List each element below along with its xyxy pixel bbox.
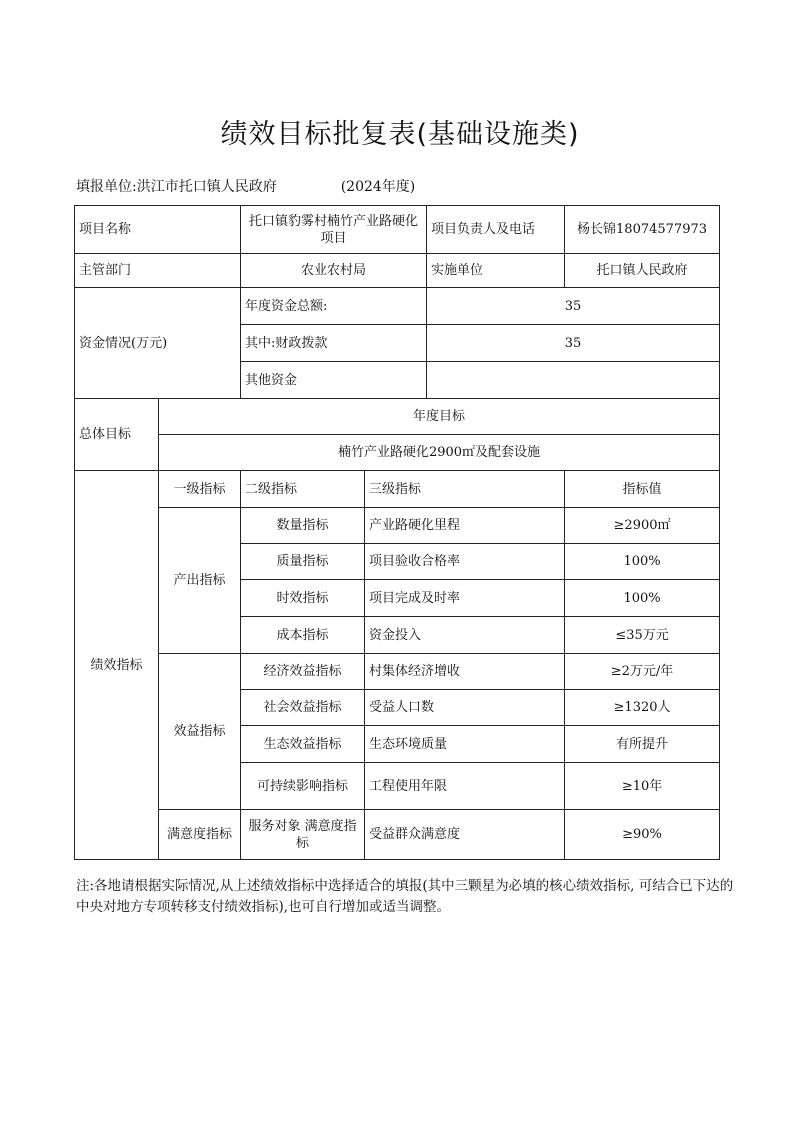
benefit-indicator-label: 效益指标 — [159, 654, 241, 810]
dept-value: 农业农村局 — [241, 254, 427, 288]
overall-goal-label: 总体目标 — [75, 399, 159, 471]
level3-cell: 资金投入 — [365, 617, 565, 654]
level2-cell: 经济效益指标 — [241, 654, 365, 690]
perf-header-level1: 一级指标 — [159, 471, 241, 508]
satisfaction-indicator-label: 满意度指标 — [159, 810, 241, 860]
indicator-value: ≥90% — [565, 810, 720, 860]
level3-cell: 受益人口数 — [365, 690, 565, 726]
funds-fiscal-label: 其中:财政拨款 — [241, 325, 427, 362]
project-leader-label: 项目负责人及电话 — [427, 206, 565, 254]
level2-cell: 服务对象 满意度指标 — [241, 810, 365, 860]
annual-goal-value: 楠竹产业路硬化2900㎡及配套设施 — [159, 435, 720, 471]
level3-cell: 受益群众满意度 — [365, 810, 565, 860]
level3-cell: 村集体经济增收 — [365, 654, 565, 690]
table-row — [75, 254, 720, 288]
indicator-value: ≥2万元/年 — [565, 654, 720, 690]
table-row — [75, 399, 720, 435]
indicator-value: 有所提升 — [565, 726, 720, 763]
funds-total-label: 年度资金总额: — [241, 288, 427, 325]
table-row — [75, 288, 720, 325]
level2-cell: 时效指标 — [241, 580, 365, 617]
funds-other-label: 其他资金 — [241, 362, 427, 399]
level3-cell: 产业路硬化里程 — [365, 508, 565, 544]
table-row — [75, 435, 720, 471]
level2-cell: 生态效益指标 — [241, 726, 365, 763]
perf-header-level3: 三级指标 — [365, 471, 565, 508]
indicator-value: ≥2900㎡ — [565, 508, 720, 544]
impl-unit-label: 实施单位 — [427, 254, 565, 288]
table-row — [75, 654, 720, 690]
funds-fiscal-value: 35 — [427, 325, 720, 362]
table-row — [75, 471, 720, 508]
table-row — [75, 810, 720, 860]
level2-cell: 可持续影响指标 — [241, 763, 365, 810]
footnote: 注:各地请根据实际情况,从上述绩效指标中选择适合的填报(其中三颗星为必填的核心绩效指标, 可结合已下达的中央对地方专项转移支付绩效指标),也可自行增加或适当调整。 — [76, 878, 734, 915]
level3-cell: 工程使用年限 — [365, 763, 565, 810]
project-name-label: 项目名称 — [75, 206, 241, 254]
annual-goal-label: 年度目标 — [159, 399, 720, 435]
indicator-value: ≥10年 — [565, 763, 720, 810]
level3-cell: 项目验收合格率 — [365, 544, 565, 580]
indicator-value: 100% — [565, 544, 720, 580]
level3-cell: 项目完成及时率 — [365, 580, 565, 617]
dept-label: 主管部门 — [75, 254, 241, 288]
project-name-value: 托口镇豹雾村楠竹产业路硬化项目 — [241, 206, 427, 254]
perf-header-value: 指标值 — [565, 471, 720, 508]
level2-cell: 数量指标 — [241, 508, 365, 544]
level2-cell: 质量指标 — [241, 544, 365, 580]
year-label: (2024年度) — [340, 179, 416, 195]
funds-label: 资金情况(万元) — [75, 288, 241, 399]
level2-cell: 社会效益指标 — [241, 690, 365, 726]
project-leader-value: 杨长锦18074577973 — [565, 206, 720, 254]
filing-info — [76, 176, 415, 196]
indicator-value: ≤35万元 — [565, 617, 720, 654]
table-row — [75, 206, 720, 254]
performance-table — [74, 205, 720, 860]
output-indicator-label: 产出指标 — [159, 508, 241, 654]
perf-label: 绩效指标 — [75, 471, 159, 860]
unit-label: 填报单位: — [76, 179, 137, 195]
table-row — [75, 508, 720, 544]
impl-unit-value: 托口镇人民政府 — [565, 254, 720, 288]
level2-cell: 成本指标 — [241, 617, 365, 654]
unit-value: 洪江市托口镇人民政府 — [136, 179, 277, 195]
funds-other-value — [427, 362, 720, 399]
page-title: 绩效目标批复表(基础设施类) — [220, 119, 580, 150]
perf-header-level2: 二级指标 — [241, 471, 365, 508]
level3-cell: 生态环境质量 — [365, 726, 565, 763]
indicator-value: ≥1320人 — [565, 690, 720, 726]
funds-total-value: 35 — [427, 288, 720, 325]
indicator-value: 100% — [565, 580, 720, 617]
